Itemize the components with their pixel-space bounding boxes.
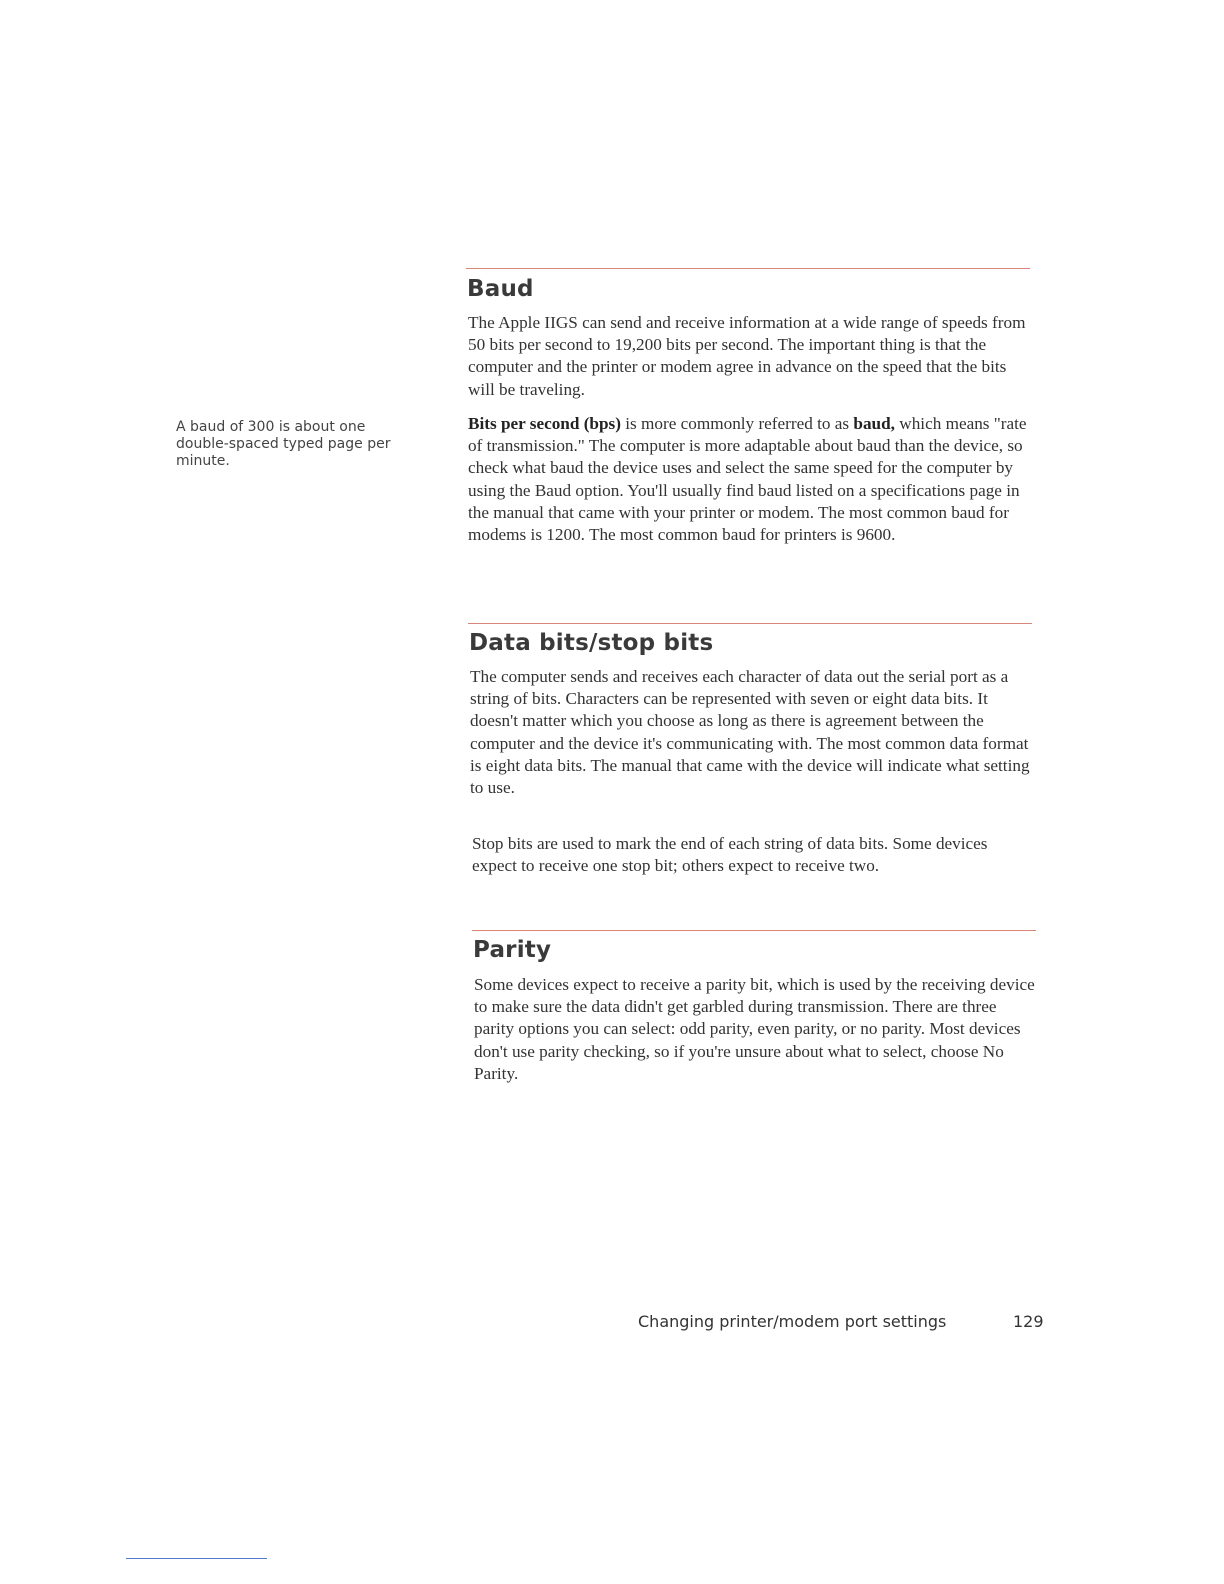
term-baud: baud, bbox=[853, 414, 895, 433]
baud-paragraph-2-text-a: is more commonly referred to as bbox=[620, 414, 854, 433]
margin-note: A baud of 300 is about one double-spaced typed page per minute. bbox=[176, 419, 391, 469]
page-number: 129 bbox=[1013, 1312, 1044, 1331]
baud-paragraph-2 bbox=[468, 413, 1034, 546]
section-heading-data-bits: Data bits/stop bits bbox=[469, 630, 714, 656]
section-heading-baud: Baud bbox=[467, 276, 534, 302]
data-bits-paragraph-2: Stop bits are used to mark the end of each string of data bits. Some devices expect to receive one stop bit; others expect to receive two. bbox=[472, 834, 988, 876]
baud-paragraph-2-text-b: which means "rate of transmission." The computer is more adaptable about baud than the device, so check what baud the device uses and select the same speed for the computer by using the Baud option. You'll usually find baud listed on a specifications page in the manual that came with your printer or modem. The most common baud for modems is 1200. The most common baud for printers is 9600. bbox=[468, 414, 1027, 545]
section-rule-data-bits bbox=[468, 623, 1032, 624]
baud-paragraph-1: The Apple IIGS can send and receive information at a wide range of speeds from 50 bits per second to 19,200 bits per second. The important thing is that the computer and the printer or modem agree in advance on the speed that the bits will be traveling. bbox=[468, 313, 1026, 399]
section-heading-parity: Parity bbox=[473, 937, 552, 963]
section-rule-baud bbox=[466, 268, 1030, 269]
bottom-rule bbox=[126, 1558, 267, 1559]
data-bits-paragraph-1: The computer sends and receives each character of data out the serial port as a string of bits. Characters can be represented with seven or eight data bits. It doesn't matter which you choose as long as there is agreement between the computer and the device it's communicating with. The most common data format is eight data bits. The manual that came with the device will indicate what setting to use. bbox=[470, 667, 1030, 798]
parity-paragraph: Some devices expect to receive a parity bit, which is used by the receiving device to make sure the data didn't get garbled during transmission. There are three parity options you can select: odd parity, even parity, or no parity. Most devices don't use parity checking, so if you're unsure about what to select, choose No Parity. bbox=[474, 975, 1035, 1083]
footer-title: Changing printer/modem port settings bbox=[638, 1312, 947, 1331]
term-bits-per-second: Bits per second (bps) bbox=[468, 414, 621, 433]
section-rule-parity bbox=[472, 930, 1036, 931]
